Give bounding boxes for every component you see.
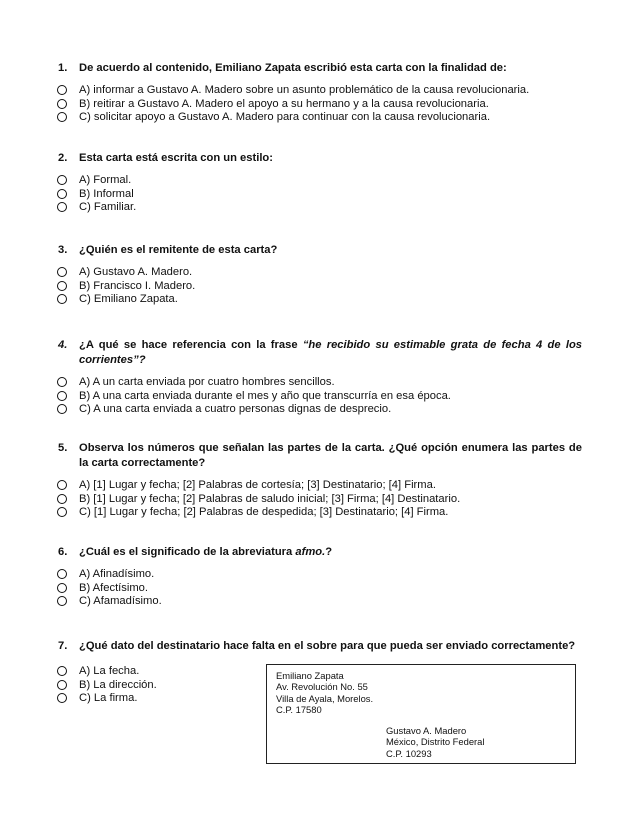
option-b[interactable] [58,188,582,202]
sender-street: Av. Revolución No. 55 [276,681,368,693]
option-a[interactable] [58,568,582,582]
question-number: 6. [58,546,68,558]
radio-button-icon[interactable] [57,202,67,212]
answer-options [58,479,582,520]
radio-button-icon[interactable] [57,680,67,690]
question-1 [58,61,582,125]
option-a[interactable] [58,84,582,98]
answer-options [58,174,582,215]
question-1-heading [58,61,582,76]
question-text-prefix: ¿A qué se hace referencia con la frase [79,339,303,351]
radio-button-icon[interactable] [57,391,67,401]
question-text: Esta carta está escrita con un estilo: [79,152,273,164]
radio-button-icon[interactable] [57,267,67,277]
envelope-recipient [386,725,484,759]
answer-options [58,568,582,609]
radio-button-icon[interactable] [57,99,67,109]
option-c[interactable] [58,595,582,609]
question-number: 2. [58,152,68,164]
option-label: C) La firma. [79,692,138,704]
question-text [79,545,582,560]
option-a[interactable] [58,376,582,390]
question-6-heading [58,545,582,560]
question-text-suffix: ? [325,546,333,558]
abbreviation: afmo. [295,546,326,558]
question-number: 4. [58,339,68,351]
radio-button-icon[interactable] [57,189,67,199]
option-label: C) Emiliano Zapata. [79,293,178,305]
option-c[interactable] [58,111,582,125]
question-2 [58,151,582,215]
option-label: C) Afamadísimo. [79,595,162,607]
radio-button-icon[interactable] [57,596,67,606]
option-label: A) Gustavo A. Madero. [79,266,193,278]
option-label: C) solicitar apoyo a Gustavo A. Madero para continuar con la causa revolucionaria. [79,111,491,123]
answer-options [58,266,582,307]
option-label: B) Francisco I. Madero. [79,279,196,292]
option-a[interactable] [58,174,582,188]
option-label: B) Informal [79,187,134,200]
question-5 [58,441,582,520]
option-label: C) Familiar. [79,201,137,213]
sender-name: Emiliano Zapata [276,670,344,681]
question-number: 5. [58,442,68,454]
option-a[interactable] [58,266,582,280]
recipient-city: México, Distrito Federal [386,736,485,748]
answer-options [58,376,582,417]
option-label: B) Afectísimo. [79,581,149,594]
question-3-heading [58,243,582,258]
option-c[interactable] [58,201,582,215]
option-label: B) [1] Lugar y fecha; [2] Palabras de saludo inicial; [3] Firma; [4] Destinatario. [79,492,461,505]
radio-button-icon[interactable] [57,583,67,593]
option-a[interactable] [58,479,582,493]
option-label: A) A un carta enviada por cuatro hombres sencillos. [79,376,335,388]
envelope-sender [276,670,373,715]
option-label: A) La fecha. [79,665,140,677]
radio-button-icon[interactable] [57,175,67,185]
question-5-heading [58,441,582,471]
option-b[interactable] [58,280,582,294]
recipient-postal-code: C.P. 10293 [386,747,432,759]
option-label: B) A una carta enviada durante el mes y año que transcurría en esa época. [79,389,451,402]
sender-city: Villa de Ayala, Morelos. [276,692,374,704]
question-number: 1. [58,62,68,74]
radio-button-icon[interactable] [57,85,67,95]
radio-button-icon[interactable] [57,569,67,579]
option-label: B) reitirar a Gustavo A. Madero el apoyo a su hermano y a la causa revolucionaria. [79,97,489,110]
question-3 [58,243,582,307]
option-b[interactable] [58,582,582,596]
question-text: ¿Qué dato del destinatario hace falta en el sobre para que pueda ser enviado correctamente? [79,640,576,652]
question-number: 3. [58,244,68,256]
radio-button-icon[interactable] [57,494,67,504]
radio-button-icon[interactable] [57,294,67,304]
option-label: A) Afinadísimo. [79,568,155,580]
option-label: C) [1] Lugar y fecha; [2] Palabras de despedida; [3] Destinatario; [4] Firma. [79,506,449,518]
question-text: Observa los números que señalan las partes de la carta. ¿Qué opción enumera las partes de la carta correctamente? [79,442,582,469]
radio-button-icon[interactable] [57,404,67,414]
option-b[interactable] [58,390,582,404]
quoted-phrase: “he recibido su estimable grata de fecha 4 de los corrientes”? [79,339,582,366]
option-c[interactable] [58,403,582,417]
question-number: 7. [58,640,68,652]
question-text: De acuerdo al contenido, Emiliano Zapata escribió esta carta con la finalidad de: [79,62,507,74]
radio-button-icon[interactable] [57,377,67,387]
envelope [266,664,576,764]
question-2-heading [58,151,582,166]
option-label: C) A una carta enviada a cuatro personas dignas de desprecio. [79,403,392,415]
option-label: A) Formal. [79,174,132,186]
radio-button-icon[interactable] [57,112,67,122]
option-label: A) informar a Gustavo A. Madero sobre un asunto problemático de la causa revolucionaria. [79,84,530,96]
radio-button-icon[interactable] [57,480,67,490]
answer-options [58,84,582,125]
recipient-name: Gustavo A. Madero [386,725,467,736]
radio-button-icon[interactable] [57,693,67,703]
option-b[interactable] [58,493,582,507]
option-label: A) [1] Lugar y fecha; [2] Palabras de cortesía; [3] Destinatario; [4] Firma. [79,479,436,491]
option-c[interactable] [58,293,582,307]
option-b[interactable] [58,98,582,112]
question-4-heading [58,338,582,368]
option-label: B) La dirección. [79,678,157,691]
question-text-prefix: ¿Cuál es el significado de la abreviatura [79,546,296,558]
sender-postal-code: C.P. 17580 [276,703,322,715]
radio-button-icon[interactable] [57,281,67,291]
question-7-heading [58,639,582,654]
question-6 [58,545,582,609]
question-4 [58,338,582,417]
question-text: ¿Quién es el remitente de esta carta? [79,244,278,256]
option-c[interactable] [58,506,582,520]
radio-button-icon[interactable] [57,507,67,517]
question-text [79,338,582,368]
radio-button-icon[interactable] [57,666,67,676]
